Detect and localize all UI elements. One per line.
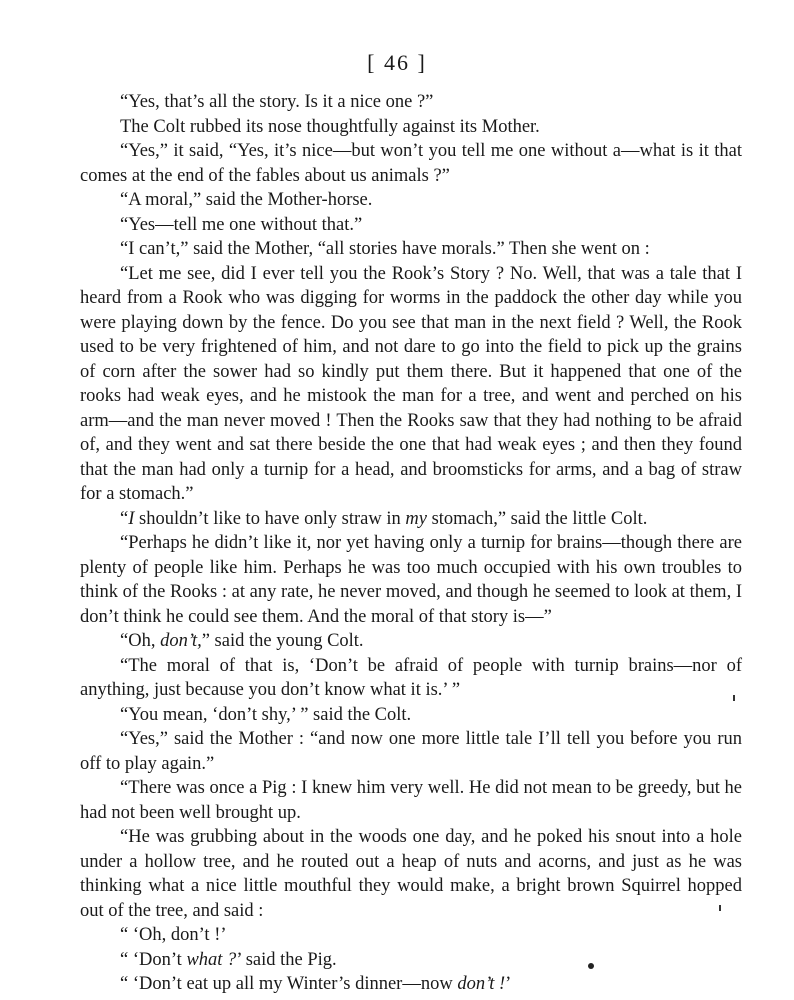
paragraph — [80, 115, 742, 140]
paragraph-text: ’ said the Pig. — [236, 949, 337, 970]
body-text — [80, 90, 742, 997]
emphasis: don’t ! — [457, 974, 506, 994]
paragraph — [80, 90, 742, 115]
paragraph-text: “I can’t,” said the Mother, “all stories have morals.” Then she went on : — [120, 239, 650, 259]
paragraph-text: “ ‘Don’t eat up all my Winter’s dinner—now — [120, 974, 458, 994]
paragraph-text: “Perhaps he didn’t like it, nor yet having only a turnip for brains—though there are plenty of people like him. Perhaps he was too much occupied with his own troubles to think of the Rooks : at any rate, he never moved, and though he seemed to look at them, I don’t think he could see them. And the moral of that story is—” — [80, 533, 742, 627]
paragraph — [80, 825, 742, 923]
paragraph-text: “Yes—tell me one without that.” — [120, 214, 363, 235]
paragraph — [80, 507, 742, 532]
paragraph — [80, 188, 742, 213]
paragraph-text: “Yes,” it said, “Yes, it’s nice—but won’t you tell me one without a—what is it that comes at the end of the fables about us animals ?” — [80, 141, 742, 186]
paragraph-text: “ ‘Oh, don’t !’ — [120, 925, 227, 945]
paragraph — [80, 237, 742, 262]
paragraph-text: “Yes, that’s all the story. Is it a nice one ?” — [120, 92, 434, 112]
paragraph-text: “A moral,” said the Mother-horse. — [120, 190, 373, 210]
paragraph-text: “ — [120, 508, 129, 529]
paragraph-text: stomach,” said the little Colt. — [426, 508, 648, 529]
emphasis: my — [405, 508, 427, 529]
paragraph-text: “There was once a Pig : I knew him very well. He did not mean to be greedy, but he had not been well brought up. — [80, 778, 742, 823]
paragraph — [80, 262, 742, 507]
paragraph-text: “Oh, — [120, 631, 161, 651]
paragraph — [80, 629, 742, 654]
paragraph — [80, 776, 742, 825]
ink-mark — [719, 905, 721, 911]
paragraph — [80, 972, 742, 997]
paragraph-text: “You mean, ‘don’t shy,’ ” said the Colt. — [120, 704, 412, 725]
emphasis: don’t, — [160, 631, 202, 651]
paragraph — [80, 923, 742, 948]
emphasis: what ? — [186, 949, 237, 970]
paragraph-text: “Let me see, did I ever tell you the Rook’s Story ? No. Well, that was a tale that I heard from a Rook who was digging for worms in the paddock the other day while you were playing down by the fence. Do you see that man in the next field ? Well, the Rook used to be very frightened of him, and not dare to go into the field to pick up the grains of corn after the sower had so kindly put them there. But it happened that one of the rooks had weak eyes, and he mistook the man for a tree, and went and perched on his arm—and the man never moved ! Then the Rooks saw that they had nothing to be afraid of, and they went and sat there beside the one that had weak eyes ; and then they found that the man had only a turnip for a head, and broomsticks for arms, and a bag of straw for a stomach.” — [80, 263, 742, 504]
paragraph — [80, 727, 742, 776]
paragraph — [80, 139, 742, 188]
paragraph — [80, 654, 742, 703]
paragraph — [80, 703, 742, 728]
paragraph-text: ” said the young Colt. — [201, 631, 364, 651]
paragraph-text: “Yes,” said the Mother : “and now one more little tale I’ll tell you before you run off to play again.” — [80, 729, 742, 774]
paragraph — [80, 213, 742, 238]
paragraph-text: shouldn’t like to have only straw in — [134, 508, 406, 529]
paragraph — [80, 948, 742, 973]
paragraph-text: “The moral of that is, ‘Don’t be afraid of people with turnip brains—nor of anything, just because you don’t know what it is.’ ” — [80, 655, 742, 700]
paragraph-text: “ ‘Don’t — [120, 949, 187, 970]
ink-mark — [733, 695, 735, 701]
paragraph — [80, 531, 742, 629]
paragraph-text: The Colt rubbed its nose thoughtfully against its Mother. — [120, 116, 540, 137]
ink-speck — [588, 963, 594, 969]
emphasis: I — [128, 508, 135, 529]
paragraph-text: “He was grubbing about in the woods one day, and he poked his snout into a hole under a hollow tree, and he routed out a heap of nuts and acorns, and just as he was thinking what a nice little mouthful they would make, a bright brown Squirrel hopped out of the tree, and said : — [80, 827, 742, 921]
page-number: [ 46 ] — [367, 50, 427, 75]
paragraph-text: ’ — [505, 974, 512, 994]
